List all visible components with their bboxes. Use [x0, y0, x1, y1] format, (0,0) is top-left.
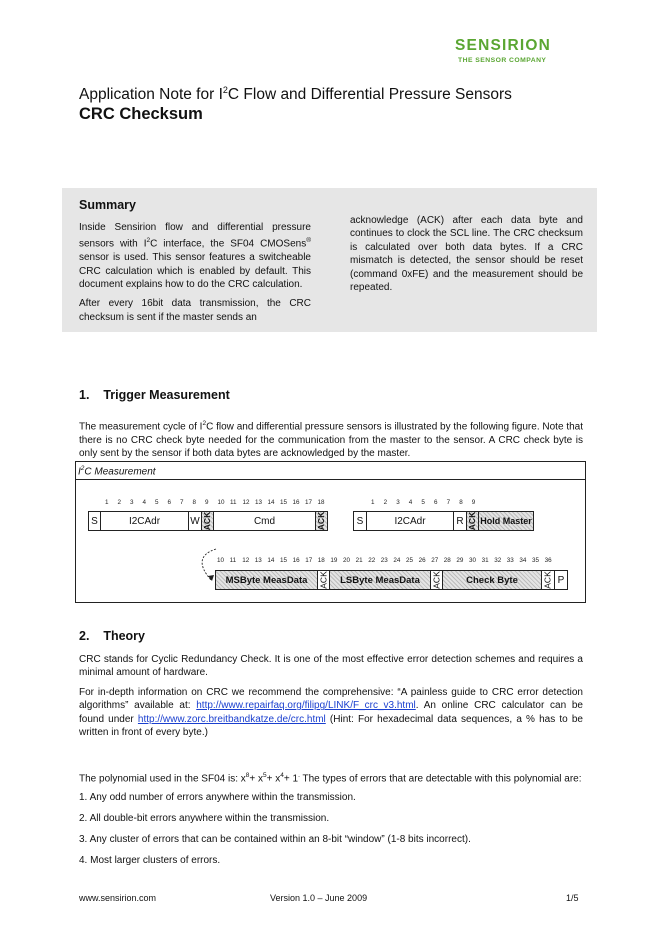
- crc-guide-link[interactable]: http://www.repairfaq.org/filipg/LINK/F_crc_v3.html: [196, 700, 416, 712]
- bit-number: 24: [393, 557, 401, 564]
- bit-number: 5: [155, 499, 159, 506]
- bit-number: 25: [406, 557, 414, 564]
- bit-number: 2: [117, 499, 122, 506]
- bit-number: 7: [446, 499, 451, 506]
- bit-number: 2: [383, 499, 388, 506]
- footer-website: www.sensirion.com: [79, 893, 157, 903]
- bit-number: 9: [471, 499, 476, 506]
- section-1-heading: 1. Trigger Measurement: [79, 388, 230, 402]
- bit-number: 4: [142, 499, 147, 506]
- bit-number: 1: [371, 499, 375, 506]
- bit-number: 9: [205, 499, 209, 506]
- bit-number: 7: [180, 499, 184, 506]
- theory-paragraph-2: For in-depth information on CRC we recommend the comprehensive: “A painless guide to CRC error detection algorithms” available at: http://www.repairfaq.org/filipg/LINK/F_crc_v3.html. An online CRC calculator can be found under http://www.zorc.breitbandkatze.de/crc.html (Hint: For hexadecimal data sequences, a % has to be written in front of every byte.): [79, 686, 583, 739]
- bit-number: 3: [130, 499, 134, 506]
- ack-cell-4: ACK: [318, 571, 329, 589]
- bit-number: 32: [494, 557, 502, 564]
- footer-version: Version 1.0 – June 2009: [270, 893, 368, 903]
- bit-number: 11: [229, 557, 237, 564]
- bit-number: 12: [242, 557, 250, 564]
- bit-number: 29: [456, 557, 464, 564]
- i2c-address-cell-2: I2CAdr: [366, 511, 454, 531]
- list-item: 1. Any odd number of errors anywhere within the transmission.: [79, 792, 356, 803]
- bit-number: 6: [434, 499, 438, 506]
- bit-number: 31: [481, 557, 489, 564]
- bit-number: 15: [280, 557, 288, 564]
- summary-column-left: [79, 221, 311, 330]
- bit-number: 14: [267, 499, 275, 506]
- error-types-list: [79, 791, 583, 875]
- bit-number: 18: [317, 499, 325, 506]
- bit-number: 16: [292, 557, 300, 564]
- bit-number: 30: [469, 557, 477, 564]
- bit-number: 22: [368, 557, 376, 564]
- company-logo: SENSIRION: [455, 37, 552, 54]
- ack-cell-6: ACK: [541, 570, 555, 590]
- lsbyte-data-cell: LSByte MeasData: [329, 570, 431, 590]
- bit-number: 8: [192, 499, 197, 506]
- start-bit-cell: S: [88, 511, 101, 531]
- i2c-address-cell: I2CAdr: [100, 511, 189, 531]
- ack-cell-5: ACK: [431, 571, 442, 589]
- hold-master-cell: Hold Master: [478, 511, 534, 531]
- bit-number: 3: [396, 499, 400, 506]
- summary-paragraph-2: After every 16bit data transmission, the CRC checksum is sent if the master sends an: [79, 298, 311, 323]
- bit-number: 14: [267, 557, 275, 564]
- bit-number: 4: [408, 499, 413, 506]
- section-2-body: [79, 653, 583, 745]
- company-tagline: THE SENSOR COMPANY: [458, 57, 547, 64]
- bit-number: 10: [217, 499, 225, 506]
- read-bit-cell: R: [453, 511, 467, 531]
- start-bit-cell-2: S: [353, 511, 367, 531]
- check-byte-cell: Check Byte: [442, 570, 542, 590]
- bit-number: 28: [443, 557, 451, 564]
- msbyte-data-cell: MSByte MeasData: [215, 570, 318, 590]
- footer-page-number: 1/5: [566, 893, 579, 903]
- bit-number: 26: [418, 557, 426, 564]
- document-title: Application Note for $I^2C$ Flow and Differential Pressure Sensors: [79, 85, 512, 104]
- bit-number: 5: [421, 499, 425, 506]
- list-item: 3. Any cluster of errors that can be contained within an 8-bit “window” (1-8 bits incorrect).: [79, 834, 471, 846]
- bit-number: 11: [230, 499, 237, 506]
- bit-number: 15: [280, 499, 288, 506]
- bit-number: 1: [105, 499, 109, 506]
- bit-number: 18: [317, 557, 325, 564]
- bit-number: 16: [292, 499, 300, 506]
- figure-title: $I^2C$ Measurement: [78, 465, 156, 478]
- bit-number: 23: [380, 557, 388, 564]
- summary-paragraph-1: Inside Sensirion flow and differential pressure sensors with $I^2C$ interface, the SF04 CMOSens® sensor is used. This sensor features a switcheable CRC calculation which is enabled by default. This document explains how to do the CRC calculation.: [79, 222, 311, 290]
- polynomial-paragraph: The polynomial used in the SF04 is: $x^8+ x^5+ x^4+ 1^.$ The types of errors that are detectable with this polynomial are:: [79, 772, 582, 785]
- bit-number: 33: [506, 557, 514, 564]
- theory-paragraph-1: CRC stands for Cyclic Redundancy Check. It is one of the most effective error detection schemes and requires a minimal amount of hardware.: [79, 654, 583, 679]
- stop-bit-cell: P: [554, 570, 568, 590]
- bit-number: 27: [431, 557, 439, 564]
- section-1-paragraph: The measurement cycle of $I^2C$ flow and differential pressure sensors is illustrated by the following figure. Note that there is no CRC check byte needed for the communication from the master to the sensor. A CRC check byte is only sent by the sensor if both data bytes are acknowledged by the master.: [79, 420, 583, 460]
- bit-number: 34: [519, 557, 527, 564]
- bit-number: 6: [167, 499, 172, 506]
- bit-number: 36: [544, 557, 552, 564]
- bit-number: 12: [242, 499, 250, 506]
- ack-cell-1: ACK: [202, 511, 213, 531]
- bit-number: 17: [305, 499, 313, 506]
- i2c-measurement-figure: [75, 461, 586, 603]
- bit-number: 17: [305, 557, 313, 564]
- bit-number: 13: [255, 499, 263, 506]
- write-bit-cell: W: [188, 511, 202, 531]
- crc-calculator-link[interactable]: http://www.zorc.breitbandkatze.de/crc.html: [137, 713, 326, 725]
- bit-number: 35: [532, 557, 540, 564]
- ack-cell-3: ACK: [467, 511, 478, 531]
- summary-column-right: [350, 214, 583, 300]
- ack-cell-2: ACK: [316, 511, 327, 531]
- summary-paragraph-3: acknowledge (ACK) after each data byte and continues to clock the SCL line. The CRC checksum is calculated over both data bytes. If a CRC mismatch is detected, the sensor should be reset (command 0xFE) and the measurement should be repeated.: [350, 215, 583, 294]
- command-cell: Cmd: [213, 511, 316, 531]
- bit-number: 13: [254, 557, 262, 564]
- bit-number: 19: [330, 557, 338, 564]
- bit-number: 8: [459, 499, 463, 506]
- section-2-heading: 2. Theory: [79, 629, 145, 643]
- document-subtitle: CRC Checksum: [79, 105, 203, 123]
- bit-number: 10: [217, 557, 225, 564]
- bit-number: 21: [355, 557, 363, 564]
- list-item: 4. Most larger clusters of errors.: [79, 855, 221, 867]
- bit-number: 20: [343, 557, 351, 564]
- list-item: 2. All double-bit errors anywhere within the transmission.: [79, 813, 330, 825]
- summary-heading: Summary: [79, 198, 136, 212]
